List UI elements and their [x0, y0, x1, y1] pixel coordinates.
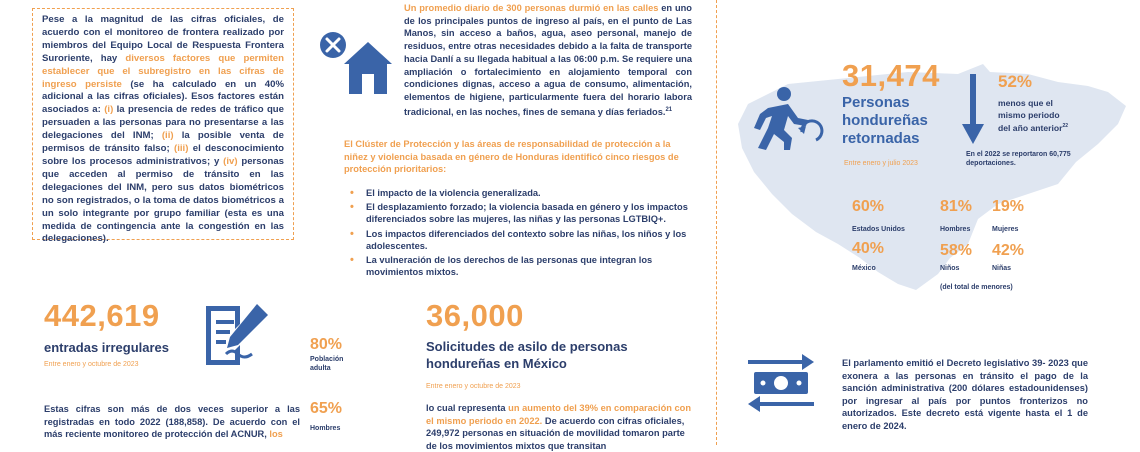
homeless-icon	[316, 28, 396, 100]
entries-value: 442,619	[44, 298, 160, 333]
street-sleeping-paragraph: Un promedio diario de 300 personas durmió en las calles en uno de los principales puntos de ingreso al país, en el punto de Las Manos, sin acceso a baños, agua, aseo personal, manejo de residuos, entre otras necesidades debido a la falta de transporte hacia Danlí a su llegada habitual a las 06:00 p.m. Se requiere una ampliación o fortalecimiento en alojamiento temporal con condiciones dignas, acceso a agua de consumo, alimentación, elementos de higiene, particularmente fuera del horario labora tradicional, en las noches, fines de semana y días feriados.$^{21}$	[404, 3, 692, 117]
entries-label: entradas irregulares	[44, 340, 170, 355]
usa-pct: 60%	[852, 198, 885, 215]
list-item: • El impacto de la violencia generalizada.	[344, 187, 694, 199]
walking-person-return-icon	[746, 86, 820, 152]
men-returned-label: Hombres	[940, 226, 971, 233]
women-returned-label: Mujeres	[992, 226, 1019, 233]
mexico-label: México	[852, 265, 876, 272]
men-returned-pct: 81%	[940, 198, 973, 215]
list-item: • La vulneración de los derechos de las personas que integran los movimientos mixtos.	[344, 254, 694, 278]
risks-list	[344, 187, 694, 280]
mexico-pct: 40%	[852, 240, 885, 257]
boys-pct: 58%	[940, 242, 973, 259]
asylum-paragraph: lo cual representa un aumento del 39% en comparación con el mismo periodo en 2022. De acuerdo con cifras oficiales, 249,972 personas en situación de movilidad tomaron parte de los movimientos mixtos que transitan	[426, 403, 692, 451]
men-pct: 65%	[310, 400, 343, 417]
boys-label: Niños	[940, 265, 960, 272]
men-label: Hombres	[310, 425, 341, 432]
underreporting-paragraph: Pese a la magnitud de las cifras oficiales, de acuerdo con el monitoreo de frontera realizado por miembros del Equipo Local de Respuesta Frontera Suroriente, hay diversos factores que permiten establecer que el subregistro en las cifras de ingreso persiste (se ha calculado en un 40% adicional a las cifras oficiales). Esos factores están asociados a: (i) la presencia de redes de tráfico que persuaden a las personas para no presentarse a las delegaciones del INM; (ii) la posible venta de permisos de tránsito falso; (iii) el desconocimiento sobre los procesos administrativos; y (iv) personas que acceden al permiso de tránsito en las delegaciones del INM, pero sus datos biométricos no son registrados, o la toma de datos biométricos a un solo integrante por grupo familiar (esta es una medida de contingencia ante la congestión en las delegaciones).	[42, 14, 285, 245]
returned-label: Personas hondureñas retornadas	[842, 94, 928, 147]
protection-cluster-paragraph: El Clúster de Protección y las áreas de responsabilidad de protección a la niñez y violencia basada en género de Honduras identificó cinco riesgos de protección prioritarios:	[344, 139, 679, 175]
down-arrow-icon	[962, 74, 984, 152]
girls-pct: 42%	[992, 242, 1025, 259]
change-label: menos que el mismo periodo del año anterior$^{22}$	[998, 98, 1069, 133]
asylum-period: Entre enero y octubre de 2023	[426, 383, 521, 390]
adult-pct: 80%	[310, 336, 343, 353]
list-item: • El desplazamiento forzado; la violencia basada en género y los impactos diferenciados sobre las mujeres, las niñas y las personas LGTBIQ+.	[344, 201, 694, 225]
returned-period: Entre enero y julio 2023	[844, 160, 918, 167]
asylum-label: Solicitudes de asilo de personas hondureñas en México	[426, 339, 628, 371]
decree-paragraph: El parlamento emitió el Decreto legislativo 39- 2023 que exonera a las personas en tránsito el pago de la sanción administrativa (200 dólares estadounidenses) por ingresar al país por puntos fronterizos no autorizados. Este decreto está vigente hasta el 1 de enero de 2024.	[842, 358, 1088, 431]
returned-value: 31,474	[842, 58, 940, 93]
underreporting-box	[32, 8, 294, 245]
column-divider	[716, 0, 717, 445]
document-signature-icon	[202, 300, 272, 370]
entries-paragraph: Estas cifras son más de dos veces superior a las registradas en todo 2022 (188,858). De acuerdo con el más reciente monitoreo de protección del ACNUR, los	[44, 404, 300, 439]
adult-label: Población adulta	[310, 356, 344, 372]
asylum-value: 36,000	[426, 298, 524, 333]
deportation-note: En el 2022 se reportaron 60,775 deportaciones.	[966, 151, 1071, 167]
girls-label: Niñas	[992, 265, 1012, 272]
minors-note: (del total de menores)	[940, 284, 1013, 291]
usa-label: Estados Unidos	[852, 226, 905, 233]
money-transfer-icon	[746, 354, 816, 414]
change-pct: 52%	[998, 72, 1033, 91]
women-returned-pct: 19%	[992, 198, 1025, 215]
list-item: • Los impactos diferenciados del contexto sobre las niñas, los niños y los adolescentes.	[344, 228, 694, 252]
entries-period: Entre enero y octubre de 2023	[44, 361, 139, 368]
